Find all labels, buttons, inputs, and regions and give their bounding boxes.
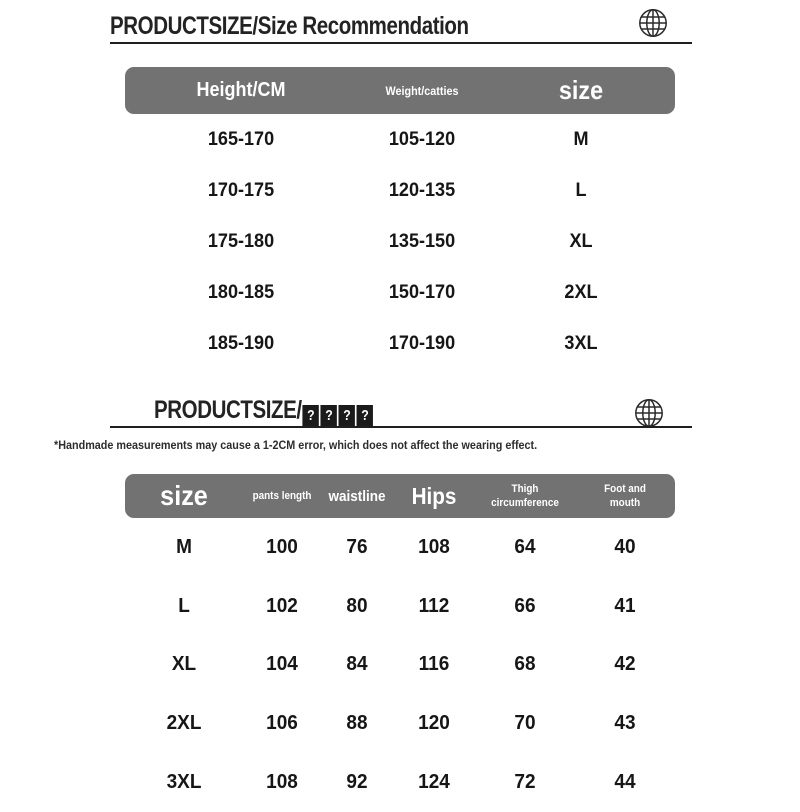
- cell-weight: 135-150: [388, 230, 456, 252]
- cell-weight: 170-190: [388, 332, 456, 354]
- column-header-pants-length: pants length: [252, 490, 312, 502]
- section1-divider: [110, 42, 692, 44]
- measurements-table-body: [125, 518, 675, 812]
- cell-size: 2XL: [564, 281, 598, 303]
- missing-glyph-box: ?: [303, 405, 319, 427]
- cell-height: 185-190: [207, 332, 275, 354]
- cell-hips: 120: [418, 712, 450, 735]
- section1-title: PRODUCTSIZE/Size Recommendation: [110, 12, 469, 40]
- missing-glyph-box: ?: [339, 405, 355, 427]
- cell-height: 180-185: [207, 281, 275, 303]
- table-row: [125, 753, 675, 812]
- table-row: [125, 636, 675, 695]
- table-row: [125, 518, 675, 577]
- column-header-thigh-circumference: Thigh circumference: [491, 482, 559, 509]
- cell-hips: 108: [418, 535, 450, 558]
- cell-size: 3XL: [564, 332, 598, 354]
- column-header-waistline: waistline: [328, 487, 386, 505]
- missing-glyph-box: ?: [321, 405, 337, 427]
- cell-size: L: [575, 179, 587, 201]
- size-recommendation-table-body: [125, 114, 675, 369]
- cell-hips: 112: [418, 594, 450, 617]
- cell-thigh: 70: [514, 712, 536, 735]
- size-recommendation-table-header: [125, 67, 675, 114]
- cell-height: 165-170: [207, 128, 275, 150]
- column-header-height: Height/CM: [196, 79, 286, 101]
- cell-thigh: 66: [514, 594, 536, 617]
- section2-divider: [110, 426, 692, 428]
- cell-weight: 120-135: [388, 179, 456, 201]
- table-row: [125, 267, 675, 318]
- table-row: [125, 216, 675, 267]
- missing-glyph-box: ?: [357, 405, 373, 427]
- cell-pants-length: 102: [266, 594, 298, 617]
- cell-size: 3XL: [166, 771, 202, 794]
- cell-hips: 116: [418, 653, 450, 676]
- cell-waistline: 92: [346, 771, 368, 794]
- cell-size: M: [573, 128, 589, 150]
- column-header-foot-and-mouth: Foot and mouth: [604, 482, 646, 509]
- cell-weight: 150-170: [388, 281, 456, 303]
- cell-pants-length: 100: [266, 535, 298, 558]
- cell-thigh: 68: [514, 653, 536, 676]
- measurements-table-header: [125, 474, 675, 518]
- globe-icon: [633, 397, 665, 429]
- column-header-hips: Hips: [411, 482, 457, 509]
- cell-thigh: 72: [514, 771, 536, 794]
- cell-height: 175-180: [207, 230, 275, 252]
- column-header-size: size: [160, 480, 208, 511]
- cell-waistline: 88: [346, 712, 368, 735]
- table-row: [125, 694, 675, 753]
- measurement-disclaimer: *Handmade measurements may cause a 1-2CM error, which does not affect the wearing effect.: [54, 438, 538, 452]
- cell-hips: 124: [418, 771, 450, 794]
- section2-title-text: PRODUCTSIZE/: [154, 396, 302, 424]
- cell-waistline: 80: [346, 594, 368, 617]
- cell-foot: 40: [614, 535, 636, 558]
- cell-foot: 42: [614, 653, 636, 676]
- cell-size: M: [176, 535, 192, 558]
- cell-size: 2XL: [166, 712, 202, 735]
- column-header-size: size: [558, 75, 604, 105]
- table-row: [125, 318, 675, 369]
- cell-foot: 41: [614, 594, 636, 617]
- cell-waistline: 84: [346, 653, 368, 676]
- cell-waistline: 76: [346, 535, 368, 558]
- cell-weight: 105-120: [388, 128, 456, 150]
- table-row: [125, 165, 675, 216]
- cell-size: XL: [569, 230, 593, 252]
- table-row: [125, 577, 675, 636]
- cell-foot: 43: [614, 712, 636, 735]
- globe-icon: [637, 7, 669, 39]
- cell-pants-length: 108: [266, 771, 298, 794]
- cell-pants-length: 104: [266, 653, 298, 676]
- section2-title: [154, 396, 374, 427]
- cell-height: 170-175: [207, 179, 275, 201]
- cell-pants-length: 106: [266, 712, 298, 735]
- cell-thigh: 64: [514, 535, 536, 558]
- column-header-weight: Weight/catties: [385, 83, 459, 98]
- cell-foot: 44: [614, 771, 636, 794]
- cell-size: XL: [171, 653, 197, 676]
- cell-size: L: [178, 594, 190, 617]
- missing-glyph-boxes: [302, 396, 374, 427]
- table-row: [125, 114, 675, 165]
